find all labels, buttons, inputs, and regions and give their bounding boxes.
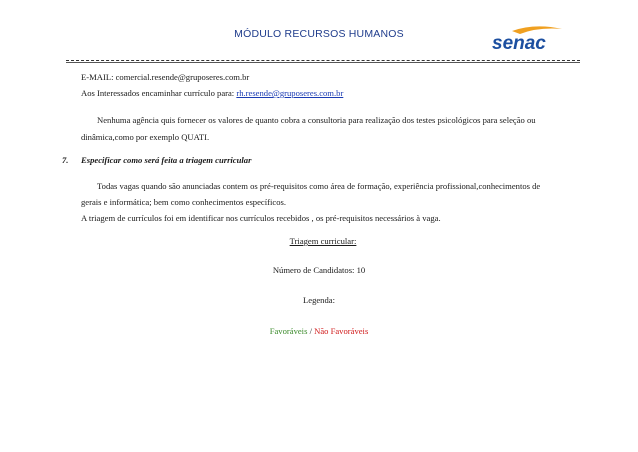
legend-nao-favoraveis: Não Favoráveis xyxy=(314,326,369,336)
paragraph-agencies-line2: dinâmica,como por exemplo QUATI. xyxy=(81,132,210,142)
section-number: 7. xyxy=(62,155,69,165)
senac-logo-icon xyxy=(490,25,580,53)
legend-label: Legenda: xyxy=(303,295,335,305)
logo-wordmark: senac xyxy=(492,33,546,53)
triagem-heading-text: Triagem curricular: xyxy=(289,236,357,246)
resume-instruction xyxy=(81,88,343,98)
resume-prefix: Aos Interessados encaminhar currículo para: xyxy=(81,88,235,98)
resume-email-link[interactable]: rh.resende@gruposeres.com.br xyxy=(236,88,344,98)
paragraph-agencies-line1: Nenhuma agência quis fornecer os valores de quanto cobra a consultoria para realização dos testes psicológicos para seleção ou xyxy=(97,115,536,125)
triagem-heading xyxy=(0,236,638,246)
legend-separator: / xyxy=(307,326,315,336)
legend-favoraveis: Favoráveis xyxy=(269,326,308,336)
email-line: E-MAIL: comercial.resende@gruposeres.com.br xyxy=(81,72,250,82)
candidates-count: Número de Candidatos: 10 xyxy=(272,265,366,275)
section-title: Especificar como será feita a triagem curricular xyxy=(81,155,252,165)
header-divider xyxy=(66,60,580,63)
page-title: MÓDULO RECURSOS HUMANOS xyxy=(234,28,404,40)
paragraph-screening-line1: Todas vagas quando são anunciadas contem os pré-requisitos como área de formação, experiência profissional,conhecimentos de xyxy=(97,181,541,191)
legend-items xyxy=(0,326,638,336)
paragraph-screening-line2: gerais e informática; bem como conhecimentos específicos. xyxy=(81,197,286,207)
senac-logo xyxy=(490,25,580,53)
paragraph-screening-line3: A triagem de currículos foi em identificar nos currículos recebidos , os pré-requisitos necessários à vaga. xyxy=(81,213,441,223)
